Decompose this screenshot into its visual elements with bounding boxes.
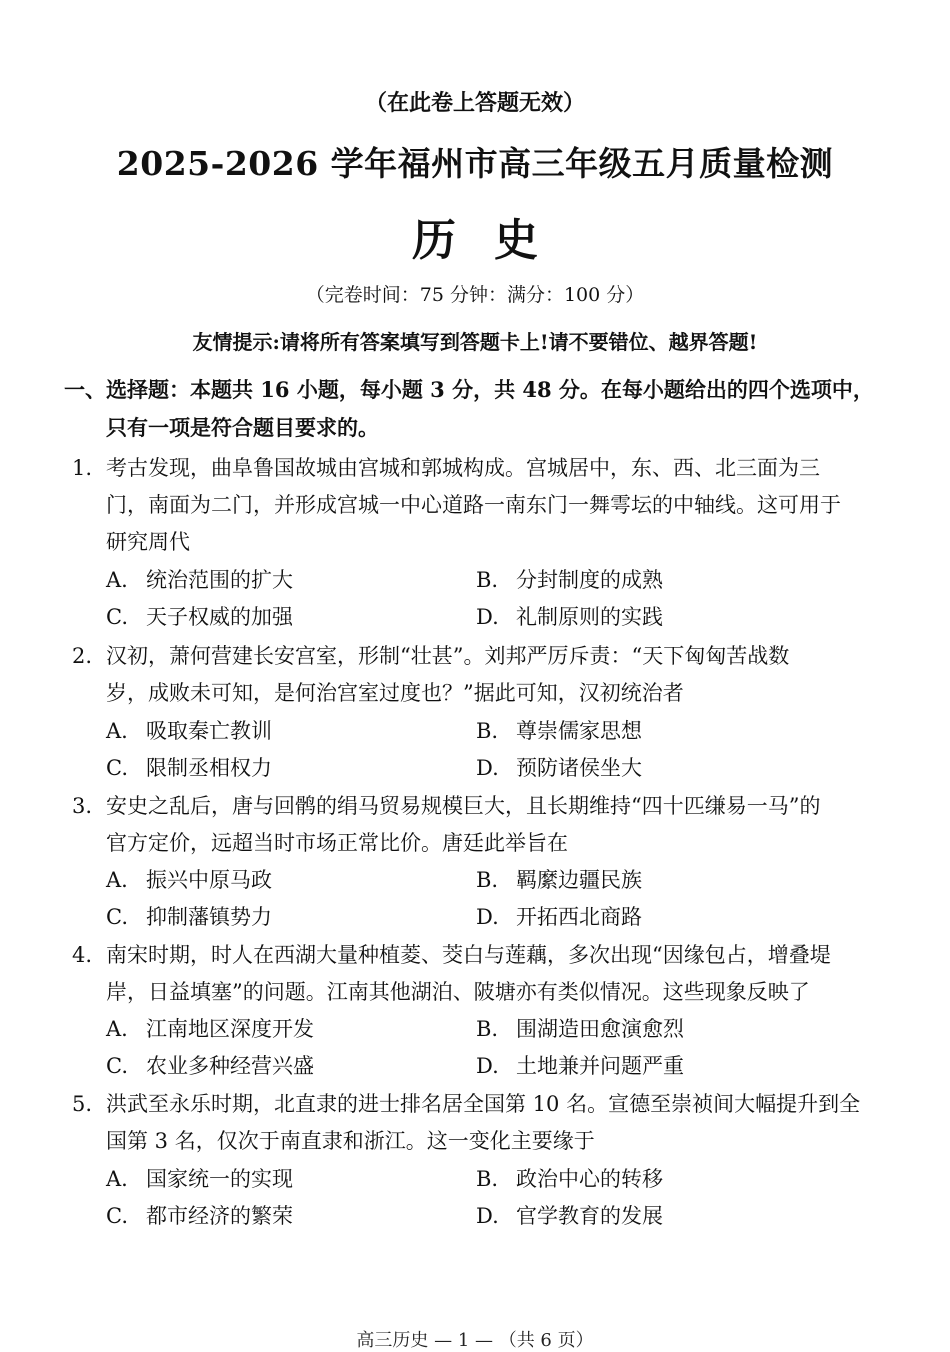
option-c: C. 抑制藩镇势力 [106, 905, 272, 929]
exam-title: 2025-2026 学年福州市高三年级五月质量检测 [116, 144, 834, 183]
question-number: 1. [72, 456, 93, 480]
question-number: 4. [72, 943, 93, 967]
option-d: D. 土地兼并问题严重 [476, 1054, 684, 1078]
option-b: B. 分封制度的成熟 [476, 568, 663, 592]
option-a: A. 振兴中原马政 [106, 868, 272, 892]
question-number: 3. [72, 794, 93, 818]
question-stem-line: 考古发现，曲阜鲁国故城由宫城和郭城构成。宫城居中，东、西、北三面为三 [106, 456, 820, 480]
friendly-tip: 友情提示:请将所有答案填写到答题卡上!请不要错位、越界答题! [192, 330, 758, 354]
option-c: C. 限制丞相权力 [106, 756, 272, 780]
option-d: D. 官学教育的发展 [476, 1204, 663, 1228]
option-b: B. 围湖造田愈演愈烈 [476, 1017, 684, 1041]
option-a: A. 吸取秦亡教训 [106, 719, 272, 743]
subject-title: 历史 [412, 215, 576, 266]
option-a: A. 国家统一的实现 [106, 1167, 293, 1191]
question-stem-line: 研究周代 [106, 530, 190, 554]
option-d: D. 预防诸侯坐大 [476, 756, 642, 780]
option-d: D. 礼制原则的实践 [476, 605, 663, 629]
page-footer: 高三历史 — 1 — （共 6 页） [356, 1330, 594, 1351]
section-heading-cont: 只有一项是符合题目要求的。 [106, 415, 379, 440]
question-stem-line: 国第 3 名，仅次于南直隶和浙江。这一变化主要缘于 [106, 1129, 595, 1153]
option-c: C. 农业多种经营兴盛 [106, 1054, 314, 1078]
question-stem-line: 南宋时期，时人在西湖大量种植菱、茭白与莲藕，多次出现“因缘包占，增叠堤 [106, 943, 831, 967]
option-b: B. 尊崇儒家思想 [476, 719, 642, 743]
question-number: 2. [72, 644, 93, 668]
question-stem-line: 安史之乱后，唐与回鹘的绢马贸易规模巨大，且长期维持“四十匹缣易一马”的 [106, 794, 821, 818]
option-c: C. 都市经济的繁荣 [106, 1204, 293, 1228]
option-d: D. 开拓西北商路 [476, 905, 642, 929]
option-a: A. 江南地区深度开发 [106, 1017, 314, 1041]
question-stem-line: 岸，日益填塞”的问题。江南其他湖泊、陂塘亦有类似情况。这些现象反映了 [106, 980, 810, 1004]
option-c: C. 天子权威的加强 [106, 605, 293, 629]
question-stem-line: 门，南面为二门，并形成宫城一中心道路一南东门一舞雩坛的中轴线。这可用于 [106, 493, 841, 517]
option-b: B. 羁縻边疆民族 [476, 868, 642, 892]
invalid-answer-notice: （在此卷上答题无效） [364, 90, 585, 116]
option-b: B. 政治中心的转移 [476, 1167, 663, 1191]
question-stem-line: 汉初，萧何营建长安宫室，形制“壮甚”。刘邦严厉斥责：“天下匈匈苦战数 [106, 644, 790, 668]
question-number: 5. [72, 1092, 93, 1116]
question-stem-line: 官方定价，远超当时市场正常比价。唐廷此举旨在 [106, 831, 568, 855]
question-stem-line: 洪武至永乐时期，北直隶的进士排名居全国第 10 名。宣德至崇祯间大幅提升到全 [106, 1092, 861, 1116]
time-score-info: （完卷时间：75 分钟：满分：100 分） [305, 284, 645, 306]
section-heading: 一、选择题：本题共 16 小题，每小题 3 分，共 48 分。在每小题给出的四个选项中， [64, 377, 874, 402]
question-stem-line: 岁，成败未可知，是何治宫室过度也？”据此可知，汉初统治者 [106, 681, 684, 705]
option-a: A. 统治范围的扩大 [106, 568, 293, 592]
